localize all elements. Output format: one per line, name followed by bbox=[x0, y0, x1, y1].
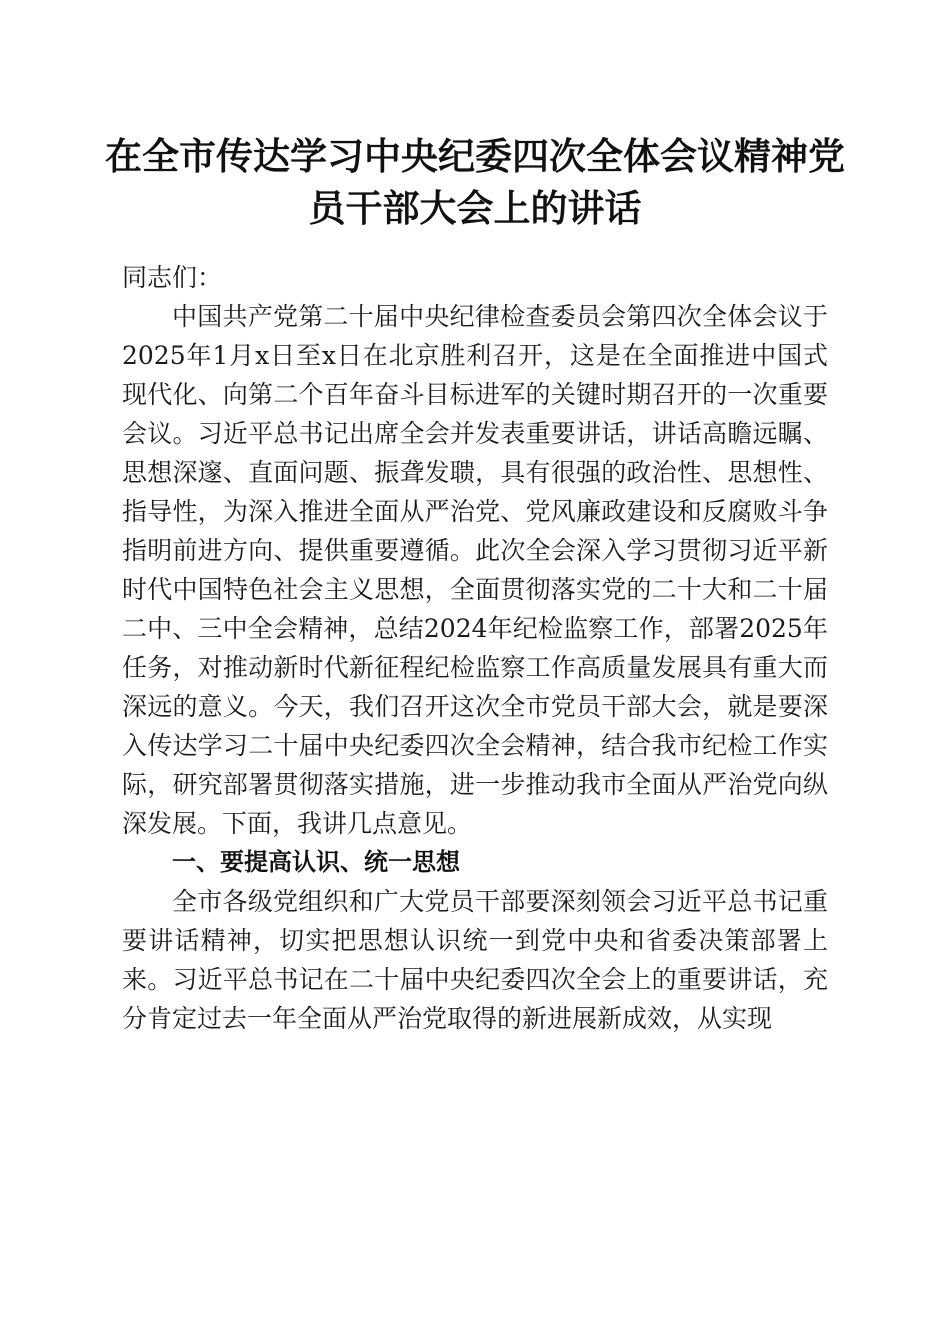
paragraph-1: 中国共产党第二十届中央纪律检查委员会第四次全体会议于2025年1月x日至x日在北京胜利召开，这是在全面推进中国式现代化、向第二个百年奋斗目标进军的关键时期召开的一次重要会议。习近平总书记出席全会并发表重要讲话，讲话高瞻远瞩、思想深邃、直面问题、振聋发聩，具有很强的政治性、思想性、指导性，为深入推进全面从严治党、党风廉政建设和反腐败斗争指明前进方向、提供重要遵循。此次全会深入学习贯彻习近平新时代中国特色社会主义思想，全面贯彻落实党的二十大和二十届二中、三中全会精神，总结2024年纪检监察工作，部署2025年任务，对推动新时代新征程纪检监察工作高质量发展具有重大而深远的意义。今天，我们召开这次全市党员干部大会，就是要深入传达学习二十届中央纪委四次全会精神，结合我市纪检工作实际，研究部署贯彻落实措施，进一步推动我市全面从严治党向纵深发展。下面，我讲几点意见。 bbox=[122, 302, 828, 838]
section-heading-1: 一、要提高认识、统一思想 bbox=[172, 848, 460, 876]
salutation: 同志们： bbox=[122, 263, 223, 292]
title-line-2: 员干部大会上的讲话 bbox=[308, 186, 642, 230]
title-line-1: 在全市传达学习中央纪委四次全体会议精神党 bbox=[105, 134, 845, 178]
paragraph-2: 全市各级党组织和广大党员干部要深刻领会习近平总书记重要讲话精神，切实把思想认识统一到党中央和省委决策部署上来。习近平总书记在二十届中央纪委四次全会上的重要讲话，充分肯定过去一年全面从严治党取得的新进展新成效，从实现 bbox=[122, 887, 828, 1033]
document-body bbox=[122, 258, 828, 1038]
document-title bbox=[100, 130, 850, 234]
